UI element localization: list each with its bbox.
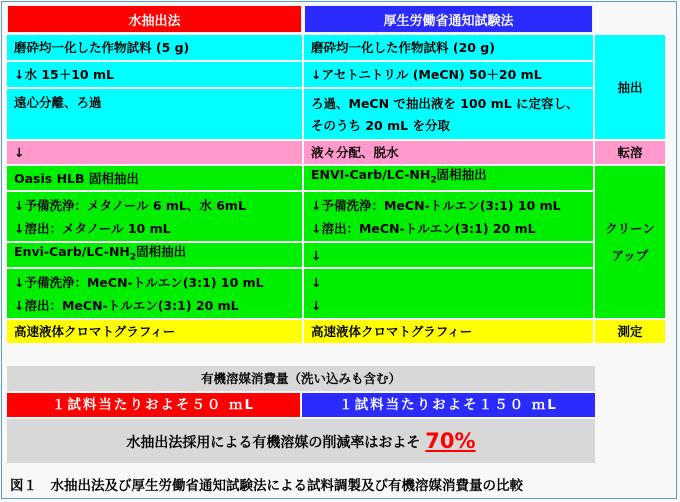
category-cleanup (595, 166, 665, 318)
table-row (7, 320, 665, 343)
table-row (7, 141, 665, 164)
table-row (7, 35, 665, 60)
cell-right: ↓ (304, 243, 593, 267)
cell-left: 高速液体クロマトグラフィー (7, 320, 302, 343)
cell-left: ↓ (7, 141, 302, 164)
table-row (7, 62, 665, 87)
table-row (7, 269, 665, 318)
cell-left (7, 243, 302, 267)
mhlw-method-consumption: １試料当たりおよそ１５０ ｍL (302, 393, 595, 417)
consumption-title: 有機溶媒消費量（洗い込みも含む） (7, 366, 595, 391)
cell-text: Envi-Carb/LC-NH (14, 244, 130, 260)
header-blank (595, 5, 665, 33)
cell-text: ENVI-Carb/LC-NH (311, 167, 431, 183)
cell-left: 磨砕均一化した作物試料 (5 g) (7, 35, 302, 60)
category-extraction: 抽出 (595, 35, 665, 139)
figure-caption: 図１ 水抽出法及び厚生労働省通知試験法による試料調製及び有機溶媒消費量の比較 (10, 478, 523, 494)
solvent-consumption-panel (7, 366, 595, 463)
cell-line: ↓ (311, 297, 322, 313)
category-transfer: 転溶 (595, 141, 665, 164)
cell-left (7, 269, 302, 318)
reduction-rate-text: 水抽出法採用による有機溶媒の削減率はおよそ (126, 435, 421, 451)
header-mhlw-method: 厚生労働省通知試験法 (304, 5, 593, 33)
table-header-row (7, 5, 665, 33)
consumption-comparison (7, 393, 595, 417)
table-row (7, 166, 665, 190)
table-row (7, 192, 665, 241)
cell-right (304, 269, 593, 318)
category-measurement: 測定 (595, 320, 665, 343)
cell-line: そのうち 20 mL を分取 (311, 117, 450, 133)
cell-line: ↓ (311, 274, 322, 290)
reduction-rate-value: 70% (425, 429, 476, 453)
cell-line: ろ過、MeCN で抽出液を 100 mL に定容し、 (311, 95, 579, 111)
cell-left: ↓水 15＋10 mL (7, 62, 302, 87)
cell-right (304, 192, 593, 241)
method-comparison-table (5, 3, 667, 345)
header-water-extraction: 水抽出法 (7, 5, 302, 33)
cell-line: ↓溶出：メタノール 10 mL (14, 220, 171, 236)
cell-line: ↓予備洗浄：MeCN-トルエン(3:1) 10 mL (14, 274, 264, 290)
cell-right: 高速液体クロマトグラフィー (304, 320, 593, 343)
cell-right (304, 166, 593, 190)
cell-text: 固相抽出 (436, 167, 487, 183)
category-line: アップ (611, 248, 649, 263)
subscript: 2 (129, 252, 137, 263)
table-row (7, 89, 665, 139)
subscript: 2 (430, 175, 437, 186)
table-row (7, 243, 665, 267)
cell-line: ↓溶出：MeCN-トルエン(3:1) 20 mL (311, 220, 536, 236)
category-line: クリーン (605, 221, 655, 236)
cell-right: 液々分配、脱水 (304, 141, 593, 164)
water-method-consumption: １試料当たりおよそ５０ ｍL (7, 393, 300, 417)
cell-right: ↓アセトニトリル (MeCN) 50＋20 mL (304, 62, 593, 87)
cell-right (304, 89, 593, 139)
cell-line: ↓溶出：MeCN-トルエン(3:1) 20 mL (14, 297, 239, 313)
reduction-rate (7, 419, 595, 463)
cell-left: 遠心分離、ろ過 (7, 89, 302, 139)
cell-right: 磨砕均一化した作物試料 (20 g) (304, 35, 593, 60)
cell-line: ↓予備洗浄：MeCN-トルエン(3:1) 10 mL (311, 197, 561, 213)
cell-line: ↓予備洗浄：メタノール 6 mL、水 6mL (14, 197, 246, 213)
cell-left (7, 192, 302, 241)
cell-text: 固相抽出 (136, 244, 187, 260)
cell-left: Oasis HLB 固相抽出 (7, 166, 302, 190)
